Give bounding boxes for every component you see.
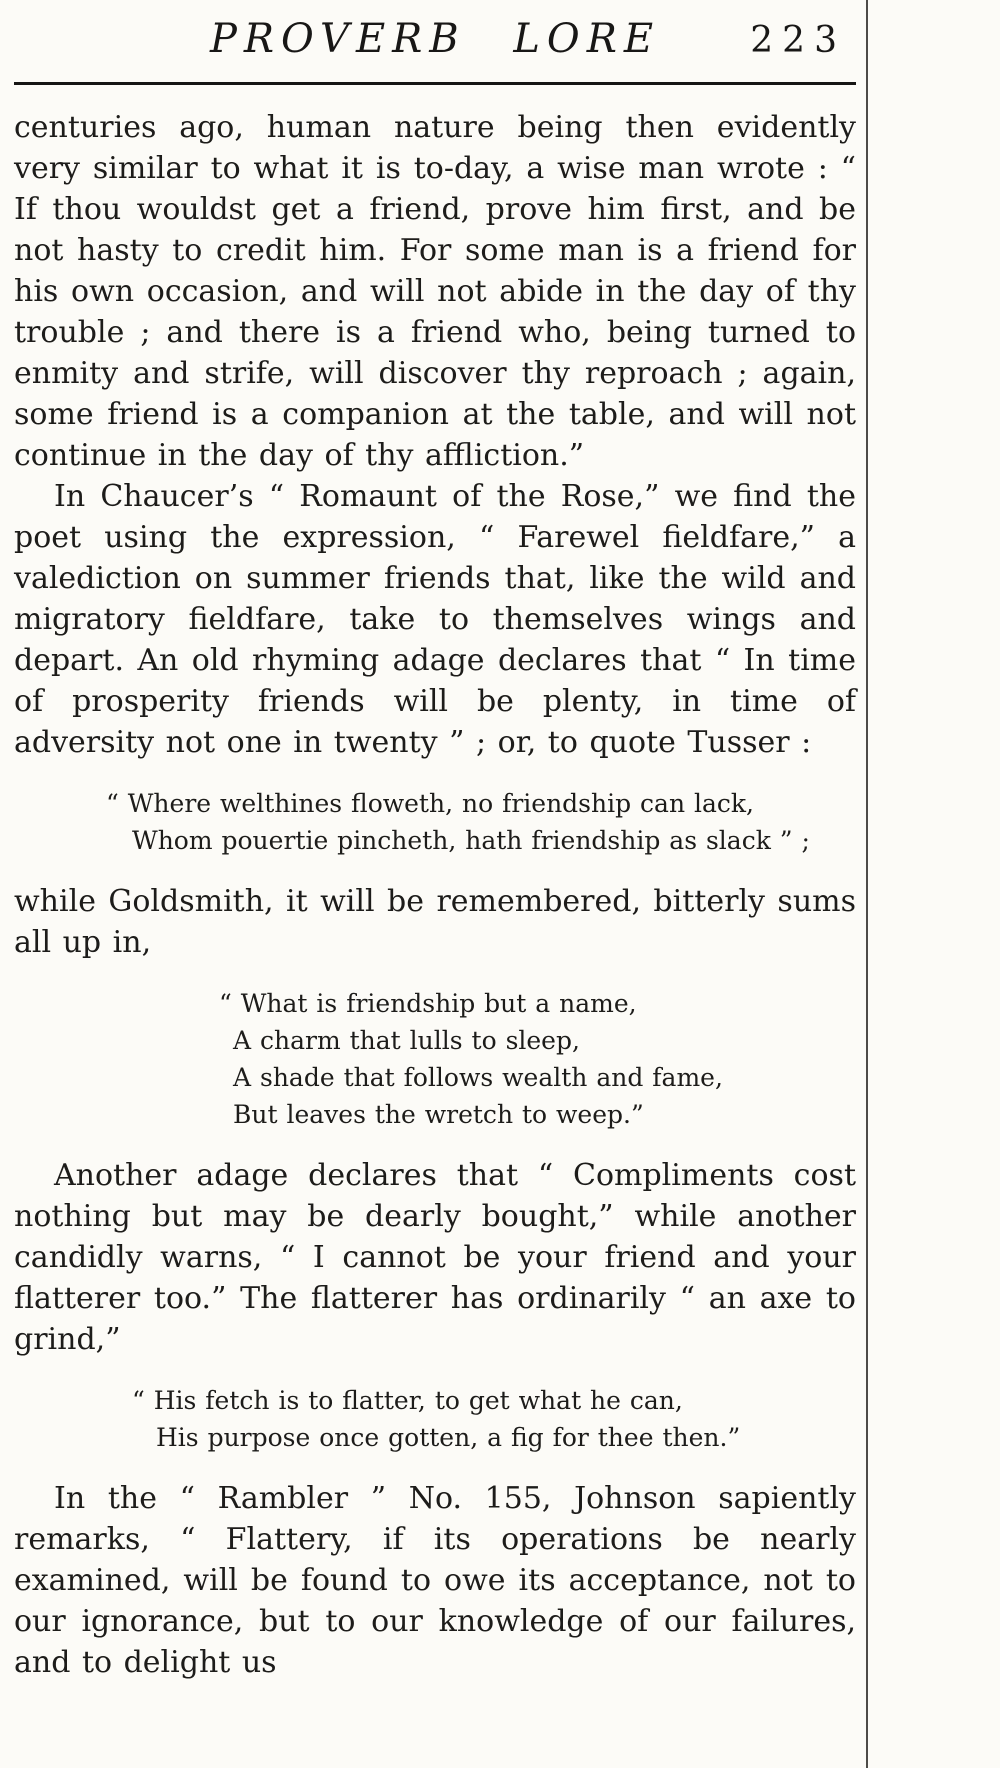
verse-line: “ What is friendship but a name, <box>219 989 637 1018</box>
verse-line: “ His fetch is to flatter, to get what he can, <box>132 1386 683 1415</box>
paragraph-friend-proverb: centuries ago, human nature being then evidently very similar to what it is to-day, a wise man wrote : “ If thou wouldst get a friend, prove him first, and be not hasty to credit him. For some man is a friend for his own occasion, and will not abide in the day of thy trouble ; and there is a friend who, being turned to enmity and strife, will discover thy reproach ; again, some friend is a companion at the table, and will not continue in the day of thy affliction.” <box>14 110 856 473</box>
verse-line: But leaves the wretch to weep.” <box>233 1100 644 1129</box>
header-rule <box>14 82 856 85</box>
verse-quote-flatterer <box>132 1382 856 1456</box>
verse-line: “ Where welthines floweth, no friendship can lack, <box>106 789 755 818</box>
running-title: PROVERB LORE <box>209 16 661 62</box>
verse-line: A charm that lulls to sleep, <box>233 1026 580 1055</box>
page-header <box>14 16 856 74</box>
verse-quote-goldsmith <box>219 985 856 1133</box>
verse-line: A shade that follows wealth and fame, <box>233 1063 723 1092</box>
paragraph-compliments: Another adage declares that “ Compliments cost nothing but may be dearly bought,” while another candidly warns, “ I cannot be your friend and your flatterer too.” The flatterer has ordinarily “ an axe to grind,” <box>14 1158 856 1357</box>
paragraph-chaucer: In Chaucer’s “ Romaunt of the Rose,” we find the poet using the expression, “ Farewel fieldfare,” a valediction on summer friends that, like the wild and migratory fieldfare, take to themselves wings and depart. An old rhyming adage declares that “ In time of prosperity friends will be plenty, in time of adversity not one in twenty ” ; or, to quote Tusser : <box>14 479 856 760</box>
page-edge-line <box>866 0 868 1768</box>
paragraph-rambler-johnson: In the “ Rambler ” No. 155, Johnson sapiently remarks, “ Flattery, if its operations be nearly examined, will be found to owe its acceptance, not to our ignorance, but to our knowledge of our failures, and to delight us <box>14 1481 856 1680</box>
page-body <box>14 107 856 1683</box>
page-number: 223 <box>750 20 846 61</box>
verse-quote-tusser <box>106 785 856 859</box>
paragraph-goldsmith: while Goldsmith, it will be remembered, bitterly sums all up in, <box>14 884 856 960</box>
verse-line: His purpose once gotten, a fig for thee then.” <box>156 1423 741 1452</box>
verse-line: Whom pouertie pincheth, hath friendship as slack ” ; <box>132 826 810 855</box>
